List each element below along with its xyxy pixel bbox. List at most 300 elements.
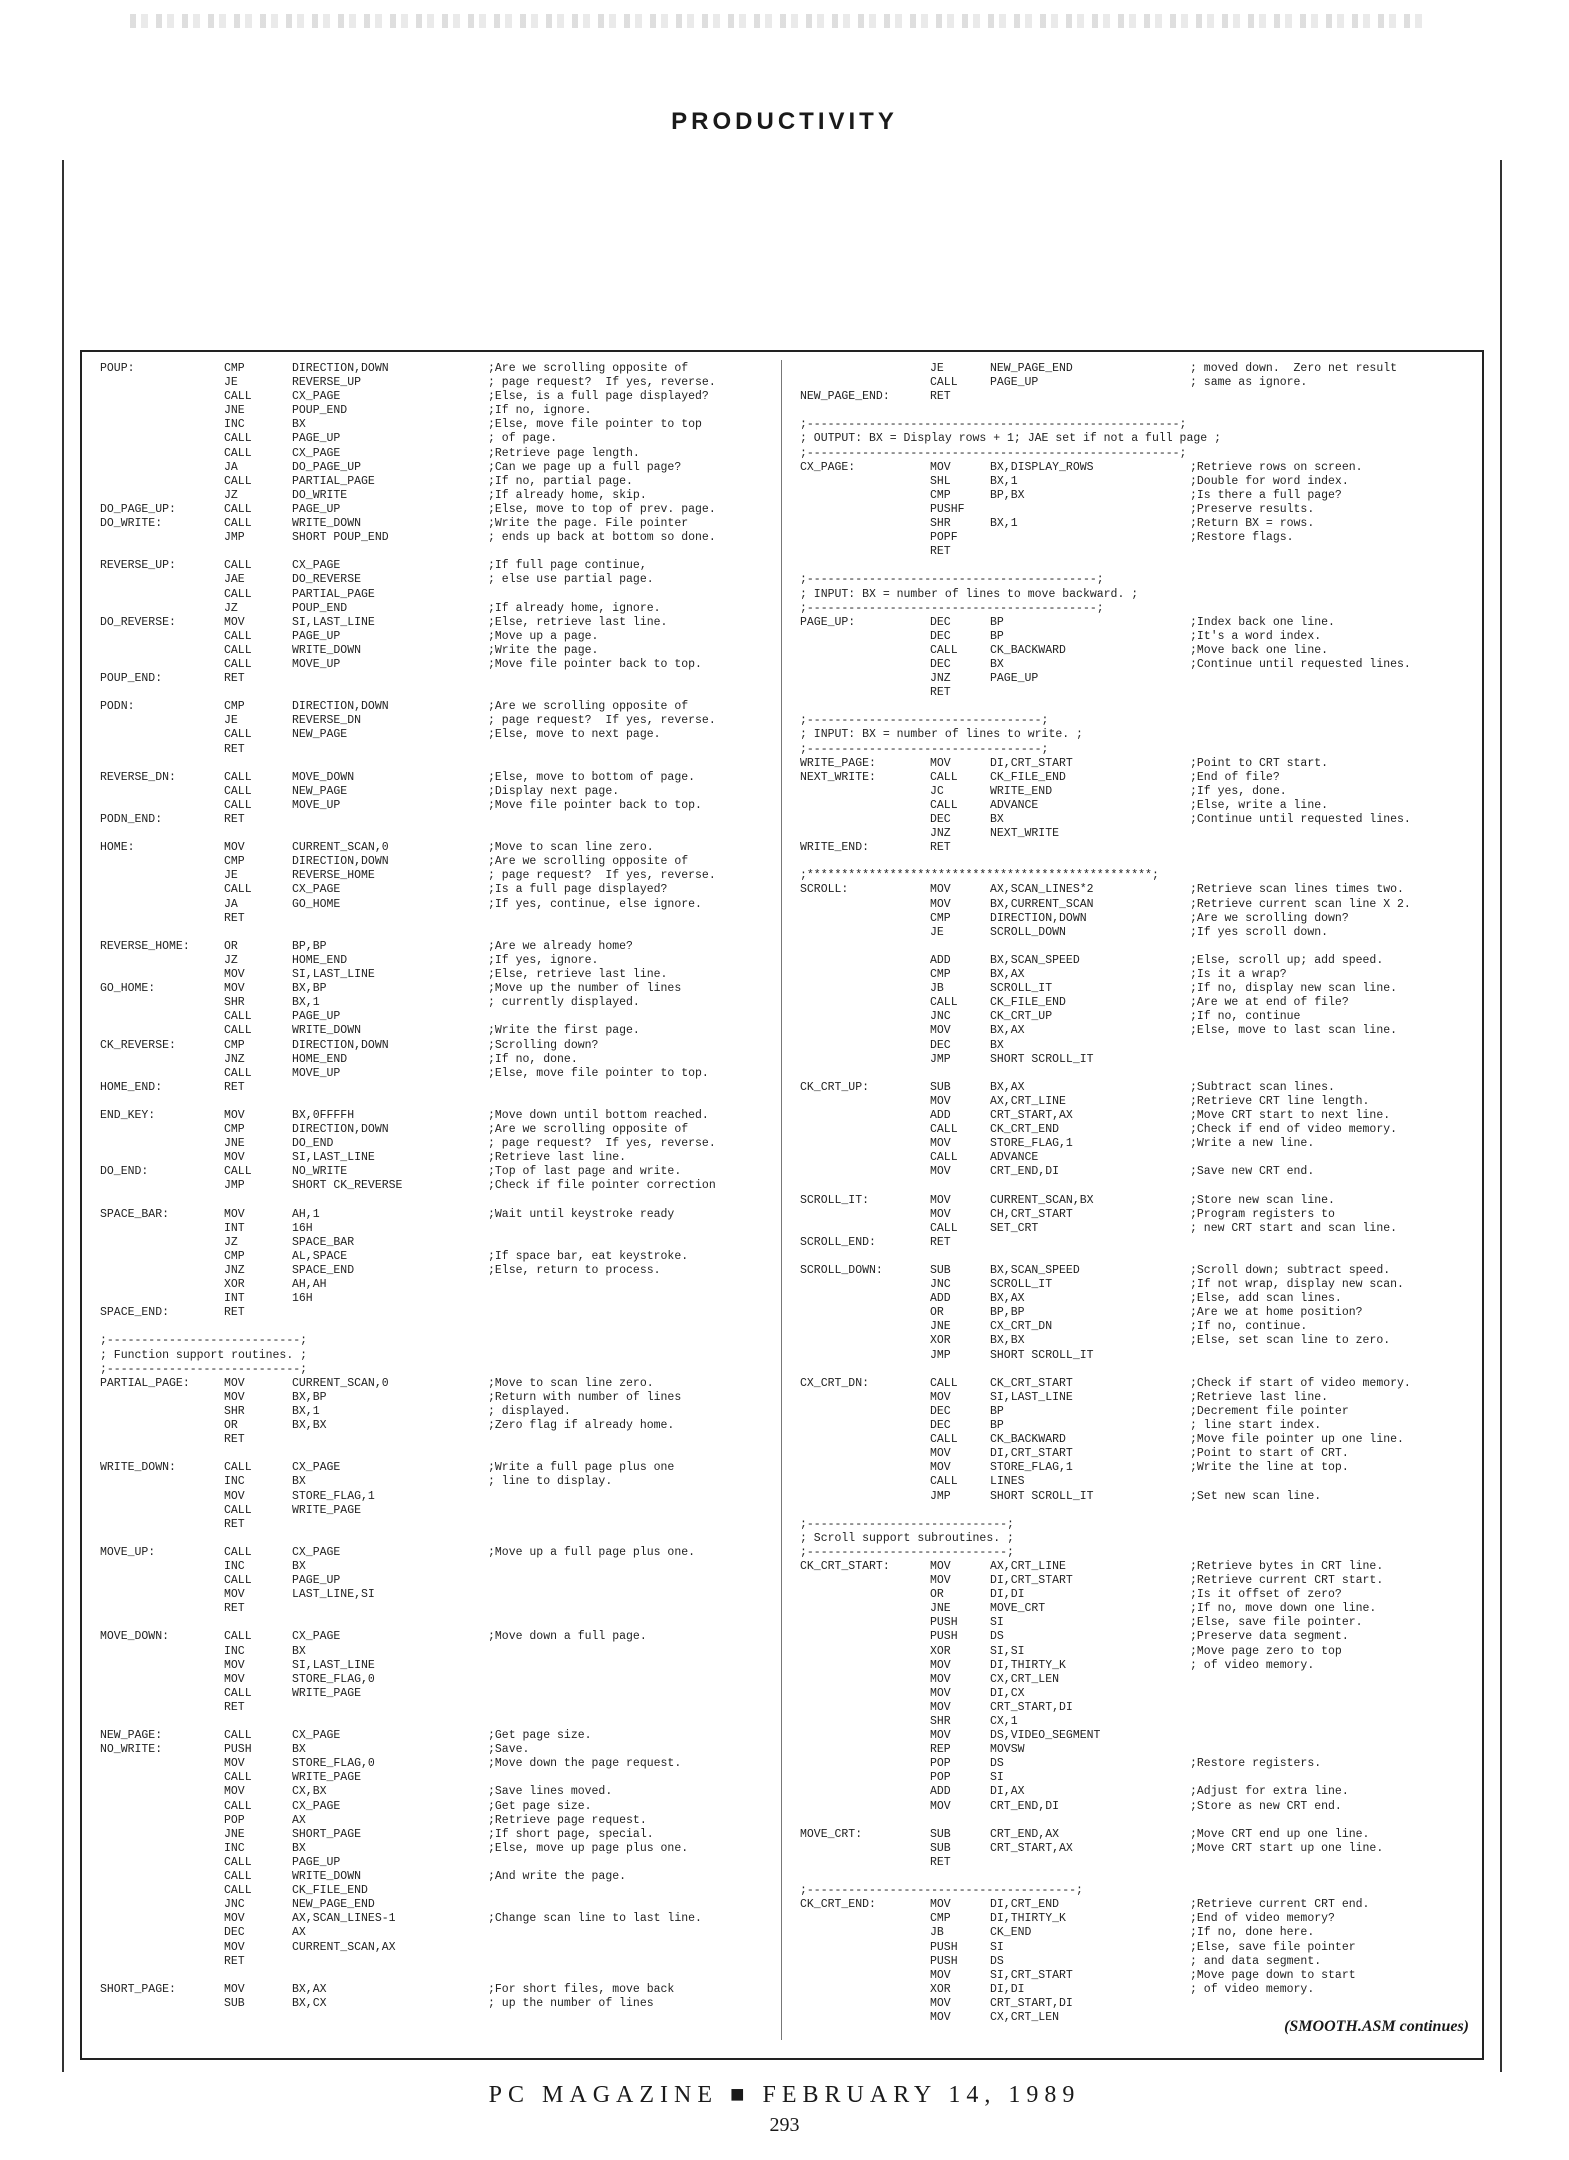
code-comment: ;If yes, continue, else ignore. xyxy=(488,897,702,911)
code-comment: ;Are we scrolling opposite of xyxy=(488,1123,689,1137)
code-opcode: POPF xyxy=(930,531,958,545)
code-line xyxy=(800,418,1475,432)
code-opcode: CALL xyxy=(224,784,252,798)
code-operand: DO_REVERSE xyxy=(292,573,362,587)
code-line xyxy=(100,461,770,475)
code-opcode: MOV xyxy=(224,1940,245,1954)
code-opcode: RET xyxy=(930,1855,951,1869)
code-line xyxy=(800,1053,1475,1067)
code-line xyxy=(800,1588,1475,1602)
code-line xyxy=(100,559,770,573)
code-opcode: CALL xyxy=(224,1165,252,1179)
code-operand: LAST_LINE,SI xyxy=(292,1588,375,1602)
code-comment: ;Are we scrolling opposite of xyxy=(488,700,689,714)
code-opcode: DEC xyxy=(930,615,951,629)
code-line xyxy=(100,1377,770,1391)
code-comment: ;Else, move file pointer to top. xyxy=(488,1066,709,1080)
code-comment: ;Write the page. xyxy=(488,643,599,657)
code-opcode: JNE xyxy=(224,1827,245,1841)
code-operand: REVERSE_HOME xyxy=(292,869,375,883)
code-opcode: PUSH xyxy=(930,1954,958,1968)
code-comment: ;Move page down to start xyxy=(1190,1968,1356,1982)
code-opcode: SHR xyxy=(224,1404,245,1418)
code-line xyxy=(100,1715,770,1729)
code-line xyxy=(100,827,770,841)
code-label: HOME: xyxy=(100,841,135,855)
code-opcode: JMP xyxy=(224,1179,245,1193)
code-line xyxy=(100,1785,770,1799)
section-title: PRODUCTIVITY xyxy=(671,108,898,135)
code-opcode: MOV xyxy=(930,1559,951,1573)
code-opcode: JNZ xyxy=(930,827,951,841)
code-line xyxy=(100,1532,770,1546)
code-opcode: CALL xyxy=(224,502,252,516)
code-operand: BX xyxy=(292,1644,306,1658)
code-comment: ;Check if end of video memory. xyxy=(1190,1123,1398,1137)
code-comment: ; page request? If yes, reverse. xyxy=(488,869,716,883)
code-opcode: RET xyxy=(224,1954,245,1968)
code-comment: ;Retrieve bytes in CRT line. xyxy=(1190,1559,1384,1573)
code-operand: BX xyxy=(292,418,306,432)
code-line xyxy=(800,1969,1475,1983)
code-opcode: PUSH xyxy=(930,1616,958,1630)
code-line xyxy=(100,545,770,559)
code-comment: ;Move down the page request. xyxy=(488,1757,682,1771)
code-opcode: MOV xyxy=(224,615,245,629)
code-line xyxy=(800,1236,1475,1250)
code-line xyxy=(800,1757,1475,1771)
code-line xyxy=(100,1236,770,1250)
code-label: NEW_PAGE: xyxy=(100,1729,163,1743)
code-label: REVERSE_DN: xyxy=(100,770,176,784)
code-label: CK_CRT_END: xyxy=(800,1898,876,1912)
code-comment: ;Save. xyxy=(488,1743,530,1757)
code-opcode: MOV xyxy=(930,1672,951,1686)
comment-box-line: ;----------------------------; xyxy=(100,1334,308,1348)
code-comment: ;Move file pointer back to top. xyxy=(488,798,702,812)
code-comment: ;Continue until requested lines. xyxy=(1190,657,1411,671)
code-opcode: JNZ xyxy=(224,1052,245,1066)
code-label: SCROLL_IT: xyxy=(800,1193,870,1207)
code-line xyxy=(100,489,770,503)
code-operand: CX_PAGE xyxy=(292,559,341,573)
code-operand: WRITE_DOWN xyxy=(292,1024,362,1038)
code-line xyxy=(100,588,770,602)
code-comment: ;Zero flag if already home. xyxy=(488,1419,675,1433)
code-opcode: JC xyxy=(930,784,944,798)
code-opcode: REP xyxy=(930,1743,951,1757)
code-comment: ;Change scan line to last line. xyxy=(488,1912,702,1926)
code-opcode: SUB xyxy=(930,1080,951,1094)
code-line xyxy=(800,1081,1475,1095)
code-line xyxy=(800,1898,1475,1912)
code-opcode: CALL xyxy=(224,629,252,643)
code-comment: ;Move back one line. xyxy=(1190,643,1329,657)
code-line xyxy=(100,1208,770,1222)
code-line xyxy=(800,1800,1475,1814)
code-line xyxy=(800,1419,1475,1433)
code-comment: ;Display next page. xyxy=(488,784,620,798)
code-operand: DS,VIDEO_SEGMENT xyxy=(990,1729,1101,1743)
code-comment: ; of video memory. xyxy=(1190,1982,1315,1996)
code-operand: CRT_START,DI xyxy=(990,1996,1073,2010)
code-line xyxy=(800,1941,1475,1955)
code-operand: DIRECTION,DOWN xyxy=(990,911,1087,925)
code-line xyxy=(800,616,1475,630)
code-line xyxy=(800,630,1475,644)
code-operand: CK_FILE_END xyxy=(292,1884,368,1898)
code-comment: ; of video memory. xyxy=(1190,1658,1315,1672)
code-line xyxy=(800,1151,1475,1165)
code-comment: ;Double for word index. xyxy=(1190,474,1349,488)
code-line xyxy=(800,1306,1475,1320)
code-opcode: XOR xyxy=(930,1644,951,1658)
code-comment: ;If space bar, eat keystroke. xyxy=(488,1249,689,1263)
comment-box-line: ; INPUT: BX = number of lines to write. ; xyxy=(800,728,1083,742)
code-line xyxy=(100,1250,770,1264)
code-opcode: MOV xyxy=(224,1658,245,1672)
code-operand: BX,1 xyxy=(990,517,1018,531)
code-comment: ;Is it offset of zero? xyxy=(1190,1588,1342,1602)
code-comment: ;Wait until keystroke ready xyxy=(488,1207,675,1221)
code-opcode: CALL xyxy=(930,1475,958,1489)
code-line xyxy=(800,1010,1475,1024)
code-opcode: CALL xyxy=(224,1686,252,1700)
code-line xyxy=(800,602,1475,616)
code-opcode: CMP xyxy=(930,1912,951,1926)
code-line xyxy=(100,1955,770,1969)
code-line xyxy=(100,982,770,996)
code-label: NO_WRITE: xyxy=(100,1743,163,1757)
code-line xyxy=(100,1194,770,1208)
code-line xyxy=(800,1870,1475,1884)
code-line xyxy=(100,714,770,728)
code-label: PARTIAL_PAGE: xyxy=(100,1376,190,1390)
code-line xyxy=(800,658,1475,672)
code-operand: SI,CRT_START xyxy=(990,1968,1073,1982)
code-operand: POUP_END xyxy=(292,601,348,615)
code-line xyxy=(800,1194,1475,1208)
code-operand: CX_PAGE xyxy=(292,1461,341,1475)
code-label: GO_HOME: xyxy=(100,982,156,996)
code-label: SCROLL: xyxy=(800,883,849,897)
code-line xyxy=(100,771,770,785)
code-comment: ; new CRT start and scan line. xyxy=(1190,1221,1398,1235)
code-opcode: JAE xyxy=(224,573,245,587)
code-operand: SI xyxy=(990,1940,1004,1954)
code-operand: BP xyxy=(990,1419,1004,1433)
code-opcode: MOV xyxy=(930,1700,951,1714)
code-opcode: CMP xyxy=(930,488,951,502)
code-opcode: MOV xyxy=(930,1686,951,1700)
code-line xyxy=(800,1334,1475,1348)
code-opcode: CALL xyxy=(224,657,252,671)
code-line xyxy=(800,1504,1475,1518)
code-opcode: JB xyxy=(930,1926,944,1940)
code-operand: BX,BP xyxy=(292,982,327,996)
code-opcode: MOV xyxy=(930,756,951,770)
code-opcode: MOV xyxy=(224,841,245,855)
code-comment: ;If no, partial page. xyxy=(488,474,633,488)
column-divider xyxy=(781,360,782,2040)
code-comment: ;Are we at home position? xyxy=(1190,1306,1363,1320)
code-comment: ;Are we at end of file? xyxy=(1190,996,1349,1010)
code-opcode: MOV xyxy=(930,883,951,897)
code-operand: DS xyxy=(990,1757,1004,1771)
code-comment: ;Move CRT start to next line. xyxy=(1190,1108,1391,1122)
code-line xyxy=(800,813,1475,827)
code-opcode: DEC xyxy=(930,1404,951,1418)
code-opcode: CALL xyxy=(224,1461,252,1475)
code-comment: ;Index back one line. xyxy=(1190,615,1335,629)
code-opcode: OR xyxy=(224,1419,238,1433)
code-opcode: MOV xyxy=(224,1785,245,1799)
code-opcode: INT xyxy=(224,1221,245,1235)
code-opcode: CALL xyxy=(224,432,252,446)
code-opcode: MOV xyxy=(224,982,245,996)
code-operand: CK_END xyxy=(990,1926,1032,1940)
code-comment: ;Move to scan line zero. xyxy=(488,841,654,855)
listing-column-right xyxy=(800,362,1475,2025)
code-comment: ;For short files, move back xyxy=(488,1982,675,1996)
code-line xyxy=(100,743,770,757)
code-opcode: JNE xyxy=(224,404,245,418)
code-opcode: MOV xyxy=(930,1574,951,1588)
code-operand: BX,BX xyxy=(990,1334,1025,1348)
code-line xyxy=(800,1955,1475,1969)
code-comment: ;If yes, done. xyxy=(1190,784,1287,798)
code-label: CK_CRT_START: xyxy=(800,1559,890,1573)
code-comment: ;If no, ignore. xyxy=(488,404,592,418)
code-line xyxy=(800,390,1475,404)
code-operand: CX_PAGE xyxy=(292,1729,341,1743)
code-operand: BP xyxy=(990,615,1004,629)
code-comment: ;Move to scan line zero. xyxy=(488,1376,654,1390)
code-opcode: OR xyxy=(224,939,238,953)
code-opcode: MOV xyxy=(930,1094,951,1108)
code-opcode: CMP xyxy=(224,855,245,869)
code-opcode: INC xyxy=(224,418,245,432)
code-opcode: CALL xyxy=(224,1771,252,1785)
code-opcode: CMP xyxy=(224,1038,245,1052)
code-line xyxy=(800,1137,1475,1151)
code-operand: CRT_START,AX xyxy=(990,1841,1073,1855)
code-comment: ;Point to start of CRT. xyxy=(1190,1447,1349,1461)
code-line xyxy=(100,1010,770,1024)
code-comment: ;Decrement file pointer xyxy=(1190,1404,1349,1418)
comment-box-line: ;----------------------------------; xyxy=(800,742,1049,756)
code-opcode: JNC xyxy=(930,1278,951,1292)
code-operand: PAGE_UP xyxy=(292,1855,341,1869)
code-comment: ;Program registers to xyxy=(1190,1207,1335,1221)
code-opcode: JA xyxy=(224,460,238,474)
code-operand: BX,0FFFFH xyxy=(292,1108,355,1122)
code-opcode: MOV xyxy=(224,968,245,982)
code-opcode: DEC xyxy=(224,1926,245,1940)
code-line xyxy=(100,658,770,672)
code-operand: SET_CRT xyxy=(990,1221,1039,1235)
code-operand: CX_PAGE xyxy=(292,1799,341,1813)
code-comment: ;Restore registers. xyxy=(1190,1757,1322,1771)
code-line xyxy=(800,1447,1475,1461)
code-opcode: JMP xyxy=(224,531,245,545)
code-operand: BX,BP xyxy=(292,1390,327,1404)
code-line xyxy=(800,1024,1475,1038)
code-comment: ; same as ignore. xyxy=(1190,376,1308,390)
code-line xyxy=(800,1433,1475,1447)
code-line xyxy=(800,1109,1475,1123)
code-opcode: CALL xyxy=(930,1433,958,1447)
code-opcode: SUB xyxy=(930,1264,951,1277)
code-operand: DIRECTION,DOWN xyxy=(292,700,389,714)
code-operand: DO_PAGE_UP xyxy=(292,460,362,474)
code-opcode: CALL xyxy=(224,728,252,742)
code-operand: BX xyxy=(292,1559,306,1573)
footer-publication: PC MAGAZINE ■ FEBRUARY 14, 1989 xyxy=(488,2082,1081,2108)
code-operand: CRT_END,AX xyxy=(990,1827,1060,1841)
code-operand: DI,CRT_END xyxy=(990,1898,1060,1912)
code-line xyxy=(800,1264,1475,1278)
code-line xyxy=(100,1912,770,1926)
code-comment: ; line to display. xyxy=(488,1475,613,1489)
code-opcode: PUSH xyxy=(930,1940,958,1954)
code-line xyxy=(100,1659,770,1673)
code-line xyxy=(100,1687,770,1701)
code-operand: REVERSE_DN xyxy=(292,714,362,728)
code-line xyxy=(800,912,1475,926)
code-operand: PAGE_UP xyxy=(292,432,341,446)
code-comment: ;Move down until bottom reached. xyxy=(488,1108,709,1122)
code-comment: ;Save lines moved. xyxy=(488,1785,613,1799)
code-line xyxy=(100,1461,770,1475)
code-operand: SPACE_BAR xyxy=(292,1235,355,1249)
code-comment: ; else use partial page. xyxy=(488,573,654,587)
code-operand: AX,CRT_LINE xyxy=(990,1094,1066,1108)
code-opcode: CALL xyxy=(930,770,958,784)
code-opcode: MOV xyxy=(224,1108,245,1122)
code-operand: BX,CURRENT_SCAN xyxy=(990,897,1094,911)
code-line xyxy=(800,447,1475,461)
code-opcode: DEC xyxy=(930,629,951,643)
code-line xyxy=(100,1842,770,1856)
code-opcode: SHL xyxy=(930,474,951,488)
code-opcode: MOV xyxy=(930,460,951,474)
code-label: SCROLL_DOWN: xyxy=(800,1264,883,1277)
code-opcode: DEC xyxy=(930,1419,951,1433)
code-opcode: JE xyxy=(224,869,238,883)
code-line xyxy=(800,1405,1475,1419)
code-label: HOME_END: xyxy=(100,1080,163,1094)
code-line xyxy=(100,376,770,390)
code-operand: WRITE_DOWN xyxy=(292,643,362,657)
code-opcode: CALL xyxy=(224,1870,252,1884)
code-operand: AX xyxy=(292,1926,306,1940)
code-line xyxy=(100,1264,770,1278)
code-opcode: JA xyxy=(224,897,238,911)
code-label: NEW_PAGE_END: xyxy=(800,390,890,404)
code-opcode: RET xyxy=(930,545,951,559)
code-line xyxy=(100,1278,770,1292)
code-line xyxy=(800,672,1475,686)
code-opcode: CMP xyxy=(224,1249,245,1263)
code-operand: MOVE_UP xyxy=(292,798,341,812)
code-comment: ;Else, move to bottom of page. xyxy=(488,770,696,784)
code-operand: AX,SCAN_LINES*2 xyxy=(990,883,1094,897)
code-opcode: INC xyxy=(224,1559,245,1573)
code-line xyxy=(800,588,1475,602)
code-opcode: MOV xyxy=(930,2010,951,2024)
code-operand: MOVSW xyxy=(990,1743,1025,1757)
code-opcode: CMP xyxy=(930,911,951,925)
code-line xyxy=(800,1856,1475,1870)
code-label: MOVE_UP: xyxy=(100,1545,156,1559)
code-opcode: DEC xyxy=(930,813,951,826)
code-opcode: XOR xyxy=(930,1982,951,1996)
code-opcode: CALL xyxy=(930,643,958,657)
code-opcode: MOV xyxy=(930,1658,951,1672)
code-operand: HOME_END xyxy=(292,953,348,967)
code-operand: ADVANCE xyxy=(990,798,1039,812)
code-comment: ;If yes, ignore. xyxy=(488,953,599,967)
code-line xyxy=(100,432,770,446)
code-line xyxy=(800,475,1475,489)
code-opcode: SUB xyxy=(930,1841,951,1855)
code-operand: WRITE_PAGE xyxy=(292,1503,362,1517)
code-operand: CX_PAGE xyxy=(292,1630,341,1644)
code-opcode: MOV xyxy=(930,897,951,911)
code-opcode: SUB xyxy=(930,1827,951,1841)
code-line xyxy=(800,1997,1475,2011)
code-opcode: MOV xyxy=(930,1461,951,1475)
code-line xyxy=(100,1222,770,1236)
code-comment: ;Retrieve current scan line X 2. xyxy=(1190,897,1411,911)
code-comment: ;Else, add scan lines. xyxy=(1190,1292,1342,1306)
code-line xyxy=(800,1645,1475,1659)
code-operand: BX,DISPLAY_ROWS xyxy=(990,460,1094,474)
code-comment: ; of page. xyxy=(488,432,558,446)
code-line xyxy=(800,1222,1475,1236)
code-line xyxy=(800,432,1475,446)
code-opcode: MOV xyxy=(930,1137,951,1151)
comment-box-line: ; Function support routines. ; xyxy=(100,1348,308,1362)
code-comment: ;Else, is a full page displayed? xyxy=(488,390,709,404)
code-opcode: CALL xyxy=(930,996,958,1010)
code-operand: BX,SCAN_SPEED xyxy=(990,953,1080,967)
code-comment: ;If no, done. xyxy=(488,1052,578,1066)
code-operand: CX_PAGE xyxy=(292,883,341,897)
code-opcode: CALL xyxy=(224,559,252,573)
code-line xyxy=(800,1659,1475,1673)
code-opcode: CALL xyxy=(224,390,252,404)
code-line xyxy=(100,672,770,686)
code-operand: BP xyxy=(990,1404,1004,1418)
code-operand: CK_CRT_END xyxy=(990,1123,1060,1137)
code-opcode: CALL xyxy=(224,1010,252,1024)
code-operand: CRT_END,DI xyxy=(990,1799,1060,1813)
code-operand: PAGE_UP xyxy=(990,376,1039,390)
code-line xyxy=(800,1771,1475,1785)
code-operand: GO_HOME xyxy=(292,897,341,911)
code-comment: ;End of video memory? xyxy=(1190,1912,1335,1926)
code-opcode: JE xyxy=(224,714,238,728)
code-line xyxy=(100,630,770,644)
code-label: PAGE_UP: xyxy=(800,615,856,629)
code-comment: ;Store new scan line. xyxy=(1190,1193,1335,1207)
comment-box-line: ;---------------------------------------; xyxy=(800,1884,1083,1898)
code-opcode: SHR xyxy=(930,517,951,531)
code-operand: ADVANCE xyxy=(990,1151,1039,1165)
code-comment: ;Write the line at top. xyxy=(1190,1461,1349,1475)
